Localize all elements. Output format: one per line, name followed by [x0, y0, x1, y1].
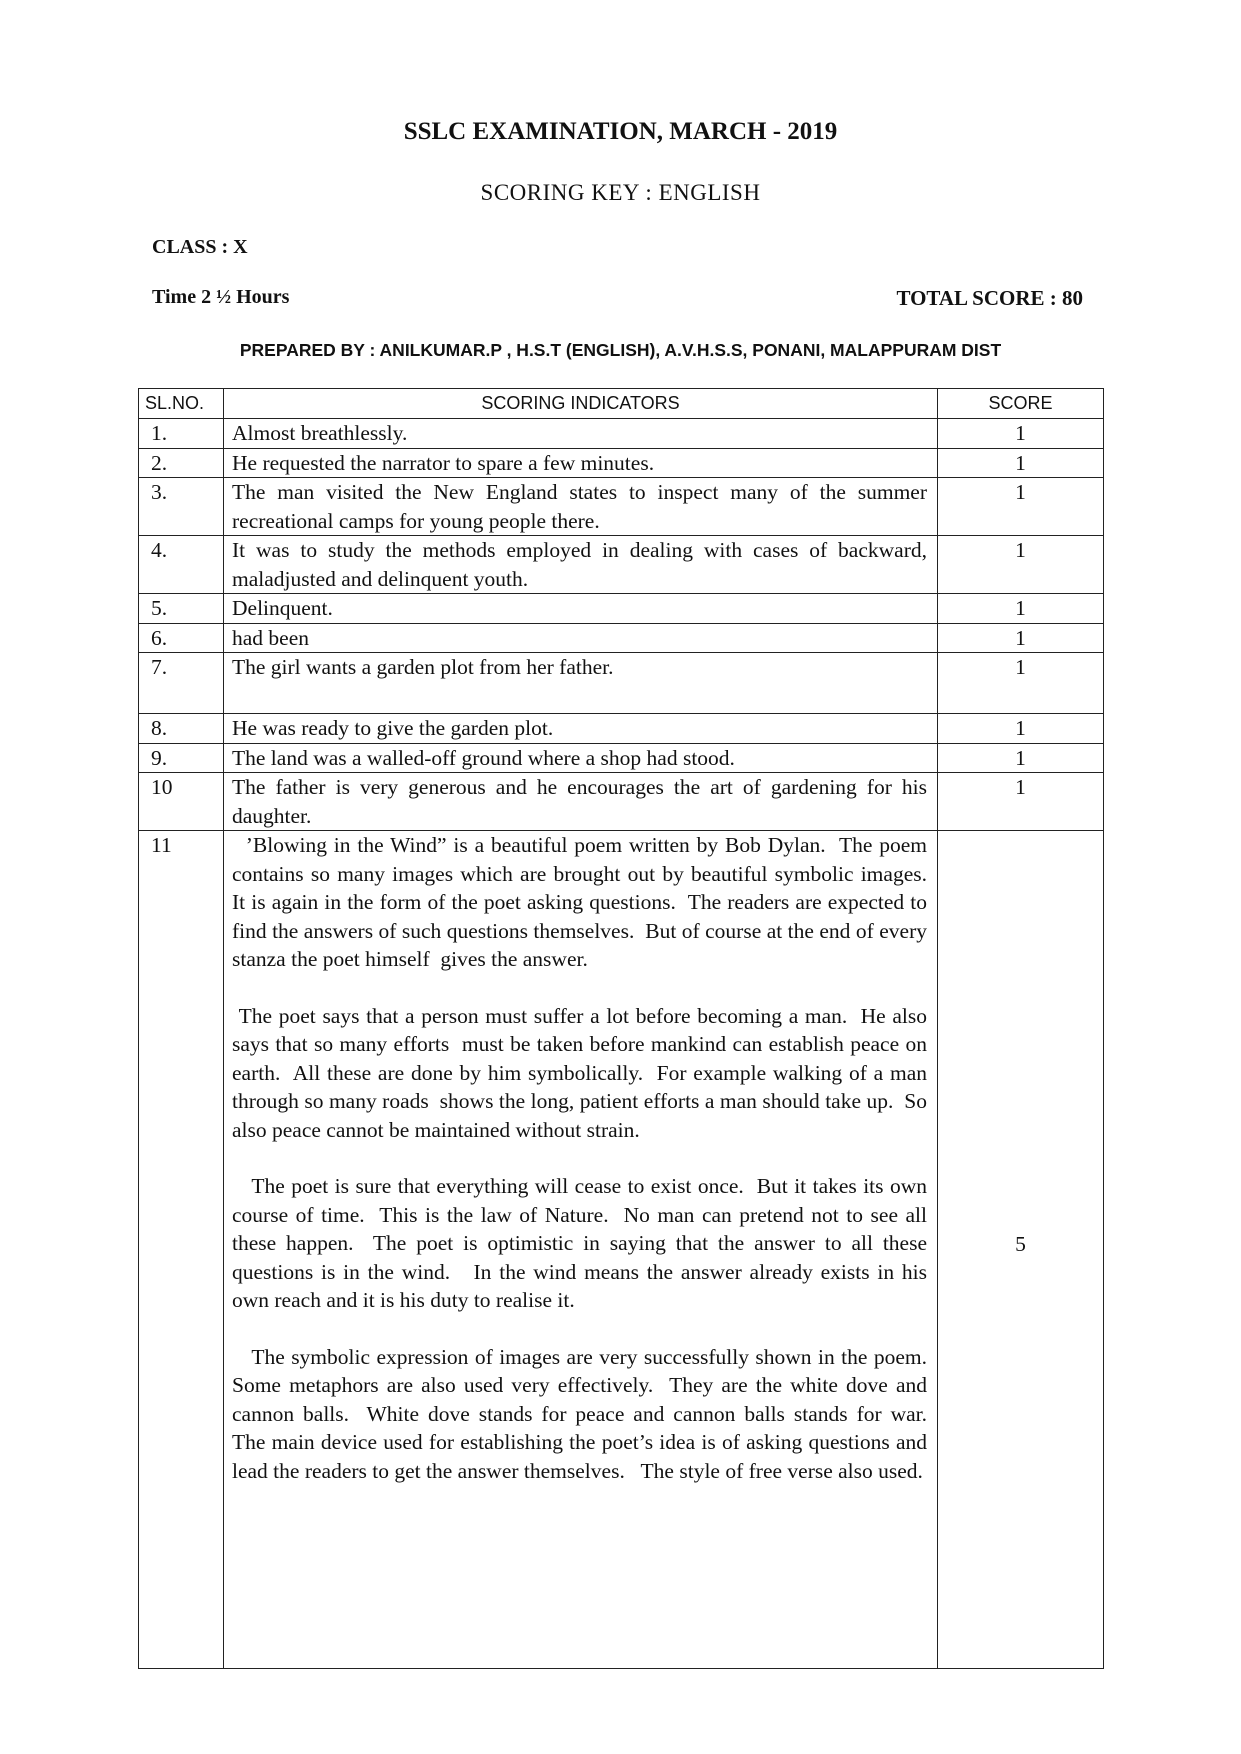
table-row	[139, 536, 1104, 594]
row-indicator: He was ready to give the garden plot.	[224, 714, 938, 744]
row-score: 1	[938, 419, 1104, 449]
answer-paragraph: The poet says that a person must suffer a lot before becoming a man. He also says that so many efforts must be taken before mankind can establish peace on earth. All these are done by him symbolically. For example walking of a man through so many roads shows the long, patient efforts a man should take up. So also peace cannot be maintained without strain.	[232, 1003, 933, 1142]
row-score: 1	[938, 714, 1104, 744]
row-sl-no: 1.	[139, 419, 224, 449]
table-row	[139, 743, 1104, 773]
row-indicator: He requested the narrator to spare a few minutes.	[224, 448, 938, 478]
row-sl-no: 8.	[139, 714, 224, 744]
time-label: Time 2 ½ Hours	[152, 286, 290, 308]
long-answer-cell	[224, 831, 944, 1669]
row-score: 1	[938, 623, 1104, 653]
row-sl-no: 7.	[139, 653, 224, 714]
row-sl-no: 11	[139, 831, 224, 1669]
row-indicator: The girl wants a garden plot from her father.	[224, 653, 938, 714]
page-subtitle: SCORING KEY : ENGLISH	[480, 180, 761, 205]
row-score: 1	[938, 653, 1104, 714]
row-sl-no: 6.	[139, 623, 224, 653]
row-indicator: had been	[224, 623, 938, 653]
table-row	[139, 623, 1104, 653]
long-answer-score: 5	[1015, 1232, 1026, 1257]
row-indicator: The father is very generous and he encourages the art of gardening for his daughter.	[224, 773, 938, 831]
row-indicator: The land was a walled-off ground where a shop had stood.	[224, 743, 938, 773]
table-row-long-answer	[139, 831, 1104, 1669]
column-header-score: SCORE	[938, 389, 1104, 419]
row-score: 1	[938, 773, 1104, 831]
table-row	[139, 714, 1104, 744]
total-score-label: TOTAL SCORE : 80	[896, 286, 1083, 310]
table-header-row	[139, 389, 1104, 419]
scoring-key-table	[138, 388, 1104, 1669]
prepared-by: PREPARED BY : ANILKUMAR.P , H.S.T (ENGLISH), A.V.H.S.S, PONANI, MALAPPURAM DIST	[239, 340, 1002, 360]
row-sl-no: 2.	[139, 448, 224, 478]
table-row	[139, 448, 1104, 478]
column-header-indicators: SCORING INDICATORS	[224, 389, 938, 419]
row-score: 1	[938, 478, 1104, 536]
row-sl-no: 3.	[139, 478, 224, 536]
row-score: 1	[938, 536, 1104, 594]
row-score	[938, 831, 1104, 1669]
row-sl-no: 10	[139, 773, 224, 831]
row-sl-no: 4.	[139, 536, 224, 594]
table-row	[139, 653, 1104, 714]
row-sl-no: 9.	[139, 743, 224, 773]
table-row	[139, 478, 1104, 536]
class-label: CLASS : X	[152, 236, 248, 258]
row-score: 1	[938, 743, 1104, 773]
column-header-sl-no: SL.NO.	[139, 389, 224, 419]
row-score: 1	[938, 448, 1104, 478]
page-title: SSLC EXAMINATION, MARCH - 2019	[403, 118, 838, 145]
answer-paragraph: ’Blowing in the Wind” is a beautiful poem written by Bob Dylan. The poem contains so many images which are brought out by beautiful symbolic images. It is again in the form of the poet asking questions. The readers are expected to find the answers of such questions themselves. But of course at the end of every stanza the poet himself gives the answer.	[232, 833, 938, 971]
answer-paragraph: The poet is sure that everything will cease to exist once. But it takes its own course of time. This is the law of Nature. No man can pretend not to see all these happen. The poet is optimistic in saying that the answer to all these questions is in the wind. In the wind means the answer already exists in his own reach and it is his duty to realise it.	[232, 1174, 938, 1312]
answer-paragraph: The symbolic expression of images are very successfully shown in the poem. Some metaphors are also used very effectively. They are the white dove and cannon balls. White dove stands for peace and cannon balls stands for war. The main device used for establishing the poet’s idea is of asking questions and lead the readers to get the answer themselves. The style of free verse also used.	[232, 1344, 944, 1483]
row-indicator: Delinquent.	[224, 594, 938, 624]
table-row	[139, 419, 1104, 449]
row-score: 1	[938, 594, 1104, 624]
row-indicator: Almost breathlessly.	[224, 419, 938, 449]
table-row	[139, 594, 1104, 624]
table-row	[139, 773, 1104, 831]
row-sl-no: 5.	[139, 594, 224, 624]
row-indicator: It was to study the methods employed in dealing with cases of backward, maladjusted and delinquent youth.	[224, 536, 938, 594]
row-indicator: The man visited the New England states to inspect many of the summer recreational camps for young people there.	[224, 478, 938, 536]
